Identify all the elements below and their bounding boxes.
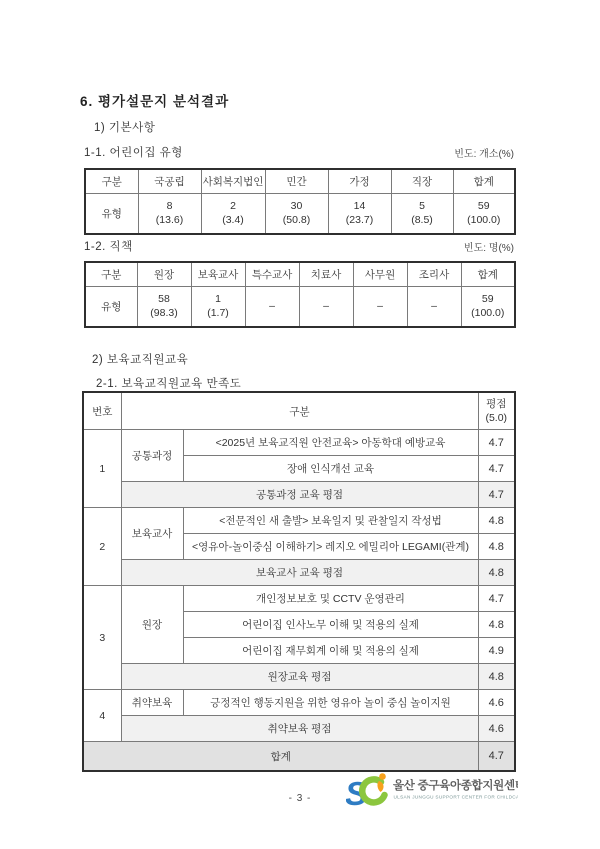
type-table-header-row <box>85 169 515 194</box>
section-heading-education: 2) 보육교직원교육 <box>92 354 189 366</box>
group-number-cell: 4 <box>83 690 121 742</box>
value-percent: (1.7) <box>207 306 229 319</box>
table-row <box>83 586 515 612</box>
item-cell: <영유아-놀이중심 이해하기> 레지오 에밀리아 LEGAMI(관계) <box>183 534 478 560</box>
position-table-header-row <box>85 262 515 287</box>
value-percent: (50.8) <box>282 213 311 226</box>
type-table-data-row <box>85 194 515 235</box>
position-table <box>84 261 516 328</box>
subtotal-score-cell: 4.6 <box>478 716 515 742</box>
subtotal-score-cell: 4.8 <box>478 664 515 690</box>
score-header-line2: (5.0) <box>485 412 508 424</box>
value-count: 2 <box>230 199 236 212</box>
row-label-cell: 유형 <box>85 194 138 235</box>
item-cell: 어린이집 재무회계 이해 및 적용의 실제 <box>183 638 478 664</box>
value-percent: (100.0) <box>471 306 505 319</box>
group-number-cell: 1 <box>83 430 121 508</box>
group-number-cell: 2 <box>83 508 121 586</box>
table-row <box>83 508 515 534</box>
subsection-heading-position: 1-2. 직책 <box>84 241 133 253</box>
value-percent: (13.6) <box>155 213 184 226</box>
value-cell <box>201 194 265 235</box>
page-title: 6. 평가설문지 분석결과 <box>80 94 230 109</box>
row-label-cell: 유형 <box>85 287 137 328</box>
value-cell <box>191 287 245 328</box>
header-cell: 특수교사 <box>245 262 299 287</box>
group-category-cell: 원장 <box>121 586 183 664</box>
total-label-cell: 합계 <box>83 742 478 772</box>
item-cell: 어린이집 인사노무 이해 및 적용의 실제 <box>183 612 478 638</box>
value-cell <box>453 194 515 235</box>
value-cell <box>245 287 299 328</box>
subsection-heading-satisfaction: 2-1. 보육교직원교육 만족도 <box>96 378 242 390</box>
header-cell: 구분 <box>85 169 138 194</box>
value-percent: (100.0) <box>467 213 501 226</box>
value-percent: (98.3) <box>150 306 178 319</box>
value-cell <box>353 287 407 328</box>
value-cell <box>138 194 201 235</box>
value-count: 14 <box>353 199 366 212</box>
value-count: – <box>431 299 437 312</box>
item-cell: 장애 인식개선 교육 <box>183 456 478 482</box>
position-table-data-row <box>85 287 515 328</box>
group-category-cell: 보육교사 <box>121 508 183 560</box>
value-cell <box>328 194 391 235</box>
subtotal-row <box>83 560 515 586</box>
header-cell: 치료사 <box>299 262 353 287</box>
value-cell <box>265 194 328 235</box>
header-cell-category: 구분 <box>121 392 478 430</box>
value-count: 8 <box>166 199 173 212</box>
page-number: - 3 - <box>288 793 312 804</box>
value-count: – <box>377 299 383 312</box>
header-cell-score <box>478 392 515 430</box>
value-count: – <box>269 299 275 312</box>
freq-label-type: 빈도: 개소(%) <box>454 149 514 160</box>
section-heading-basic: 1) 기본사항 <box>94 122 156 134</box>
item-cell: 긍정적인 행동지원을 위한 영유아 놀이 중심 놀이지원 <box>183 690 478 716</box>
total-score-cell: 4.7 <box>478 742 515 772</box>
subtotal-label-cell: 보육교사 교육 평점 <box>121 560 478 586</box>
score-cell: 4.8 <box>478 612 515 638</box>
freq-label-position: 빈도: 명(%) <box>463 243 514 254</box>
value-count: 59 <box>477 199 490 212</box>
value-count: – <box>323 299 329 312</box>
header-cell: 합계 <box>453 169 515 194</box>
satisfaction-header-row <box>83 392 515 430</box>
table-row <box>83 690 515 716</box>
header-cell: 국공립 <box>138 169 201 194</box>
header-cell: 사무원 <box>353 262 407 287</box>
item-cell: <전문적인 새 출발> 보육일지 및 관찰일지 작성법 <box>183 508 478 534</box>
score-cell: 4.7 <box>478 430 515 456</box>
table-row <box>83 430 515 456</box>
value-cell <box>461 287 515 328</box>
total-row <box>83 742 515 772</box>
header-cell: 조리사 <box>407 262 461 287</box>
score-cell: 4.7 <box>478 456 515 482</box>
header-cell: 합계 <box>461 262 515 287</box>
header-cell-no: 번호 <box>83 392 121 430</box>
value-percent: (8.5) <box>411 213 433 226</box>
score-cell: 4.9 <box>478 638 515 664</box>
logo-korean-text: 울산 중구육아종합지원센터 <box>393 780 518 792</box>
header-cell: 구분 <box>85 262 137 287</box>
value-count: 1 <box>215 292 221 305</box>
value-cell <box>407 287 461 328</box>
subtotal-row <box>83 664 515 690</box>
footer-logo <box>346 770 518 823</box>
score-cell: 4.8 <box>478 508 515 534</box>
value-count: 58 <box>158 292 170 305</box>
value-cell <box>391 194 453 235</box>
type-table <box>84 168 516 235</box>
score-cell: 4.6 <box>478 690 515 716</box>
subsection-row-position <box>84 238 514 254</box>
score-header-line1: 평점 <box>486 397 507 410</box>
subtotal-row <box>83 716 515 742</box>
score-cell: 4.7 <box>478 586 515 612</box>
header-cell: 보육교사 <box>191 262 245 287</box>
subtotal-row <box>83 482 515 508</box>
subsection-row-type <box>84 144 514 160</box>
logo-s-shape: S <box>346 775 368 812</box>
group-number-cell: 3 <box>83 586 121 690</box>
satisfaction-table <box>82 391 516 772</box>
group-category-cell: 취약보육 <box>121 690 183 716</box>
subsection-heading-type: 1-1. 어린이집 유형 <box>84 147 183 159</box>
subtotal-label-cell: 원장교육 평점 <box>121 664 478 690</box>
logo-english-text: ULSAN JUNGGU SUPPORT CENTER FOR CHILDCARE <box>393 794 518 800</box>
logo-graphic <box>346 770 518 818</box>
group-category-cell: 공통과정 <box>121 430 183 482</box>
header-cell: 직장 <box>391 169 453 194</box>
subtotal-score-cell: 4.7 <box>478 482 515 508</box>
subtotal-label-cell: 취약보육 평점 <box>121 716 478 742</box>
value-count: 5 <box>419 199 425 212</box>
value-percent: (23.7) <box>345 213 374 226</box>
header-cell: 원장 <box>137 262 191 287</box>
subtotal-score-cell: 4.8 <box>478 560 515 586</box>
value-count: 30 <box>290 199 303 212</box>
header-cell: 가정 <box>328 169 391 194</box>
value-count: 59 <box>481 292 494 305</box>
subtotal-label-cell: 공통과정 교육 평점 <box>121 482 478 508</box>
header-cell: 사회복지법인 <box>201 169 265 194</box>
value-cell <box>299 287 353 328</box>
value-cell <box>137 287 191 328</box>
header-cell: 민간 <box>265 169 328 194</box>
logo-person-head-shape <box>379 773 386 780</box>
score-cell: 4.8 <box>478 534 515 560</box>
item-cell: <2025년 보육교직원 안전교육> 아동학대 예방교육 <box>183 430 478 456</box>
value-percent: (3.4) <box>222 213 244 226</box>
item-cell: 개인정보보호 및 CCTV 운영관리 <box>183 586 478 612</box>
